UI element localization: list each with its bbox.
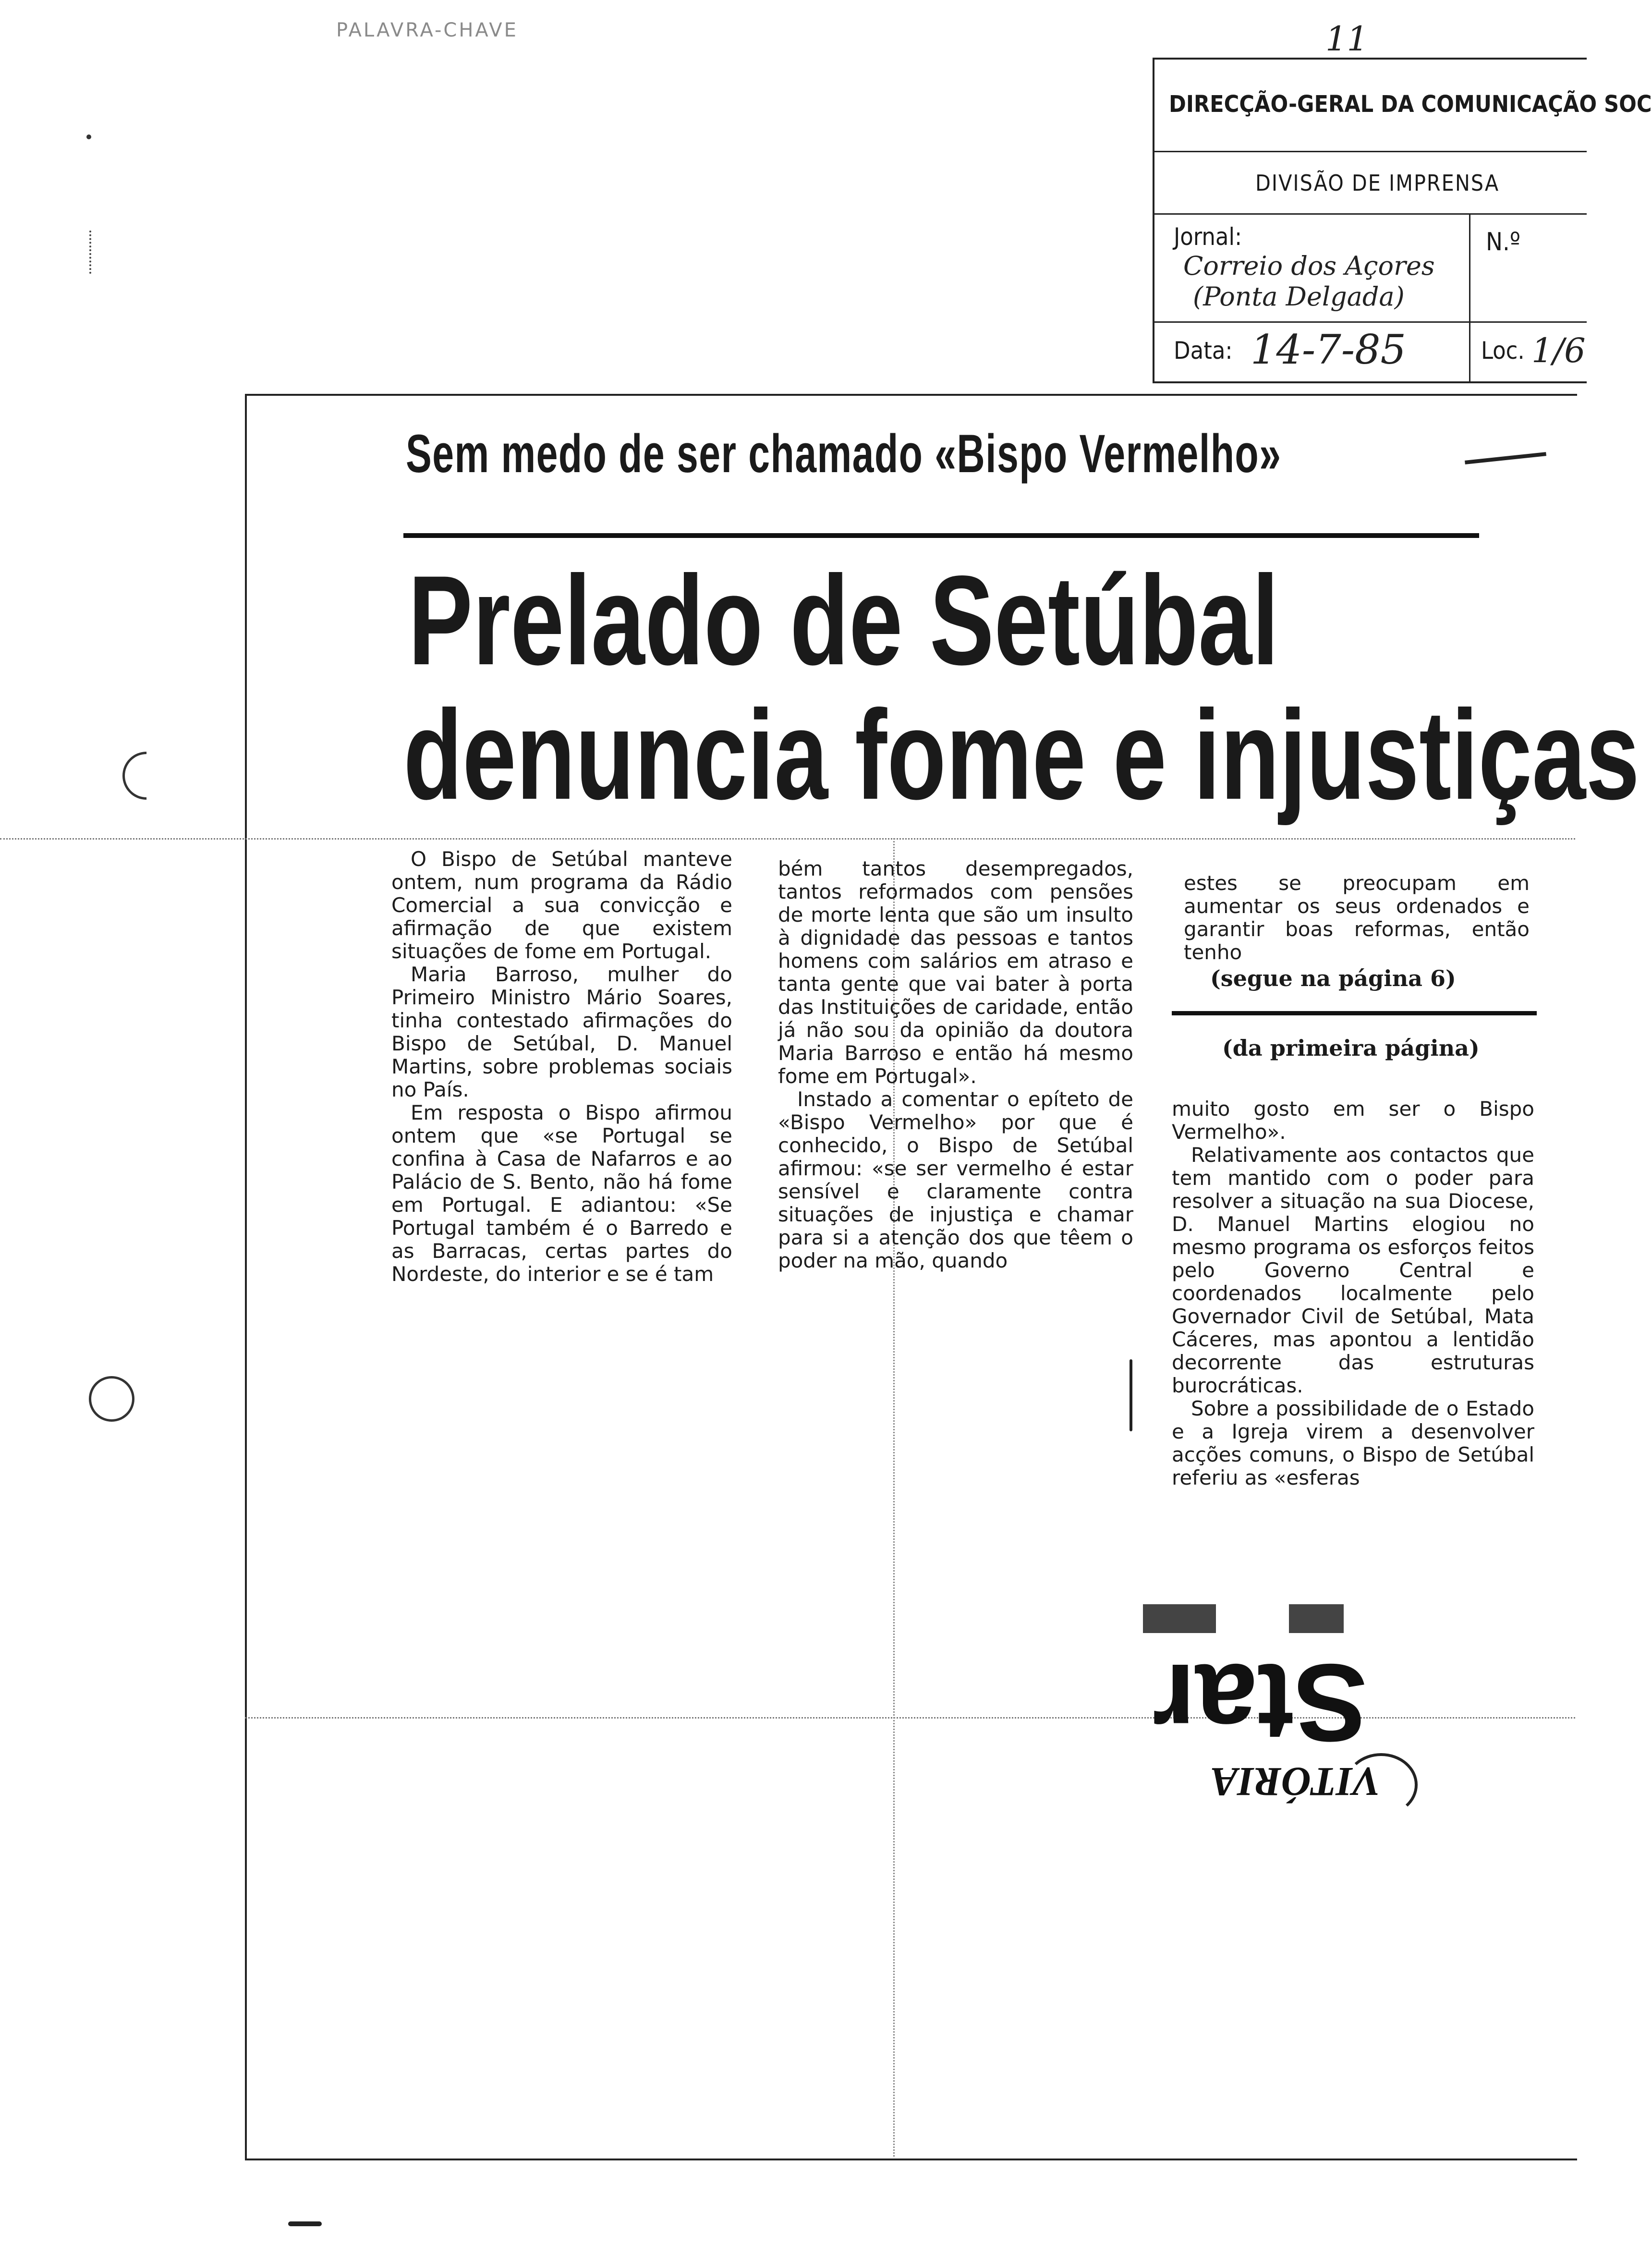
keyword-label: PALAVRA-CHAVE (336, 19, 518, 41)
headline-line-1: Prelado de Setúbal (408, 549, 1279, 692)
headline-line-2: denuncia fome e injustiças (403, 684, 1640, 826)
article-column-3-bottom (1172, 1098, 1534, 1489)
stamp-loc-value: 1/6 (1531, 331, 1586, 370)
article-column-2 (778, 857, 1133, 1272)
punch-hole (89, 1376, 134, 1422)
bleed-bar (1143, 1604, 1508, 1633)
article-kicker: Sem medo de ser chamado «Bispo Vermelho» (406, 424, 1282, 484)
continued-from-label: (da primeira página) (1222, 1035, 1480, 1061)
archive-stamp (1153, 58, 1652, 383)
stray-mark (288, 2221, 322, 2226)
stamp-data-value: 14-7-85 (1251, 326, 1406, 373)
bleed-through-fragment (1143, 1595, 1508, 1844)
paragraph: Maria Barroso, mulher do Primeiro Ministro Mário Soares, tinha contestado afirmações do Bispo de Setúbal, D. Manuel Martins, sobre problemas sociais no País. (391, 963, 732, 1101)
stamp-agency: DIRECÇÃO-GERAL DA COMUNICAÇÃO SOC (1169, 91, 1652, 118)
stamp-jornal-value-2: (Ponta Delgada) (1193, 281, 1405, 312)
paragraph: O Bispo de Setúbal manteve ontem, num programa da Rádio Comercial a sua convicção e afirmação de que existem situações de fome em Portugal. (391, 847, 732, 963)
dotted-guide (0, 838, 1575, 840)
stamp-data-label: Data: (1174, 337, 1233, 365)
bracket-mark (1130, 1359, 1132, 1431)
paragraph: Instado a comentar o epíteto de «Bispo Vermelho» por que é conhecido, o Bispo de Setúbal afirmou: «se ser vermelho é estar sensível e claramente contra situações de injustiça e chamar para si a atenção dos que têem o poder na mão, quando (778, 1087, 1133, 1272)
paragraph: muito gosto em ser o Bispo Vermelho». (1172, 1097, 1534, 1144)
article-column-1 (391, 848, 732, 1286)
paragraph: Relativamente aos contactos que tem mantido com o poder para resolver a situação na sua Diocese, D. Manuel Martins elogiou no mesmo programa os esforços feitos pelo Governo Central e coordenados localmente pelo Governador Civil de Setúbal, Mata Cáceres, mas apontou a lentidão decorrente das estruturas burocráticas. (1172, 1143, 1534, 1397)
continued-to-label: (segue na página 6) (1210, 965, 1456, 991)
paragraph: Sobre a possibilidade de o Estado e a Igreja virem a desenvolver acções comuns, o Bispo de Setúbal referiu as «esferas (1172, 1397, 1534, 1489)
stamp-loc-label: Loc. (1481, 337, 1525, 365)
section-rule (1172, 1011, 1537, 1015)
stamp-numero-label: N.º (1486, 228, 1520, 256)
page-mark: 11 (1325, 19, 1369, 59)
margin-dash (89, 231, 93, 274)
punch-hole-arc (112, 742, 180, 809)
kicker-rule (403, 533, 1479, 538)
bleed-word-vitoria: VITÓRIA (1210, 1759, 1380, 1805)
margin-dot (86, 134, 91, 139)
stamp-division: DIVISÃO DE IMPRENSA (1255, 170, 1500, 196)
stamp-jornal-label: Jornal: (1174, 223, 1242, 251)
paragraph: bém tantos desempregados, tantos reformados com pensões de morte lenta que são um insulto à dignidade das pessoas e tantos homens com salários em atraso e tanta gente que vai bater à porta das Instituições de caridade, então já não sou da opinião da doutora Maria Barroso e então há mesmo fome em Portugal». (778, 857, 1133, 1088)
stamp-jornal-value-1: Correio dos Açores (1183, 251, 1435, 281)
stamp-divider (1469, 213, 1470, 381)
article-column-3-top (1184, 872, 1530, 964)
bleed-emblem (1345, 1753, 1418, 1817)
bleed-word-star: Star (1153, 1641, 1368, 1765)
paragraph: Em resposta o Bispo afirmou ontem que «se Portugal se confina à Casa de Nafarros e ao Palácio de S. Bento, não há fome em Portugal. E adiantou: «Se Portugal também é o Barredo e as Barracas, certas partes do Nordeste, do interior e se é tam (391, 1101, 732, 1286)
paragraph: estes se preocupam em aumentar os seus ordenados e garantir boas reformas, então tenho (1184, 871, 1530, 964)
